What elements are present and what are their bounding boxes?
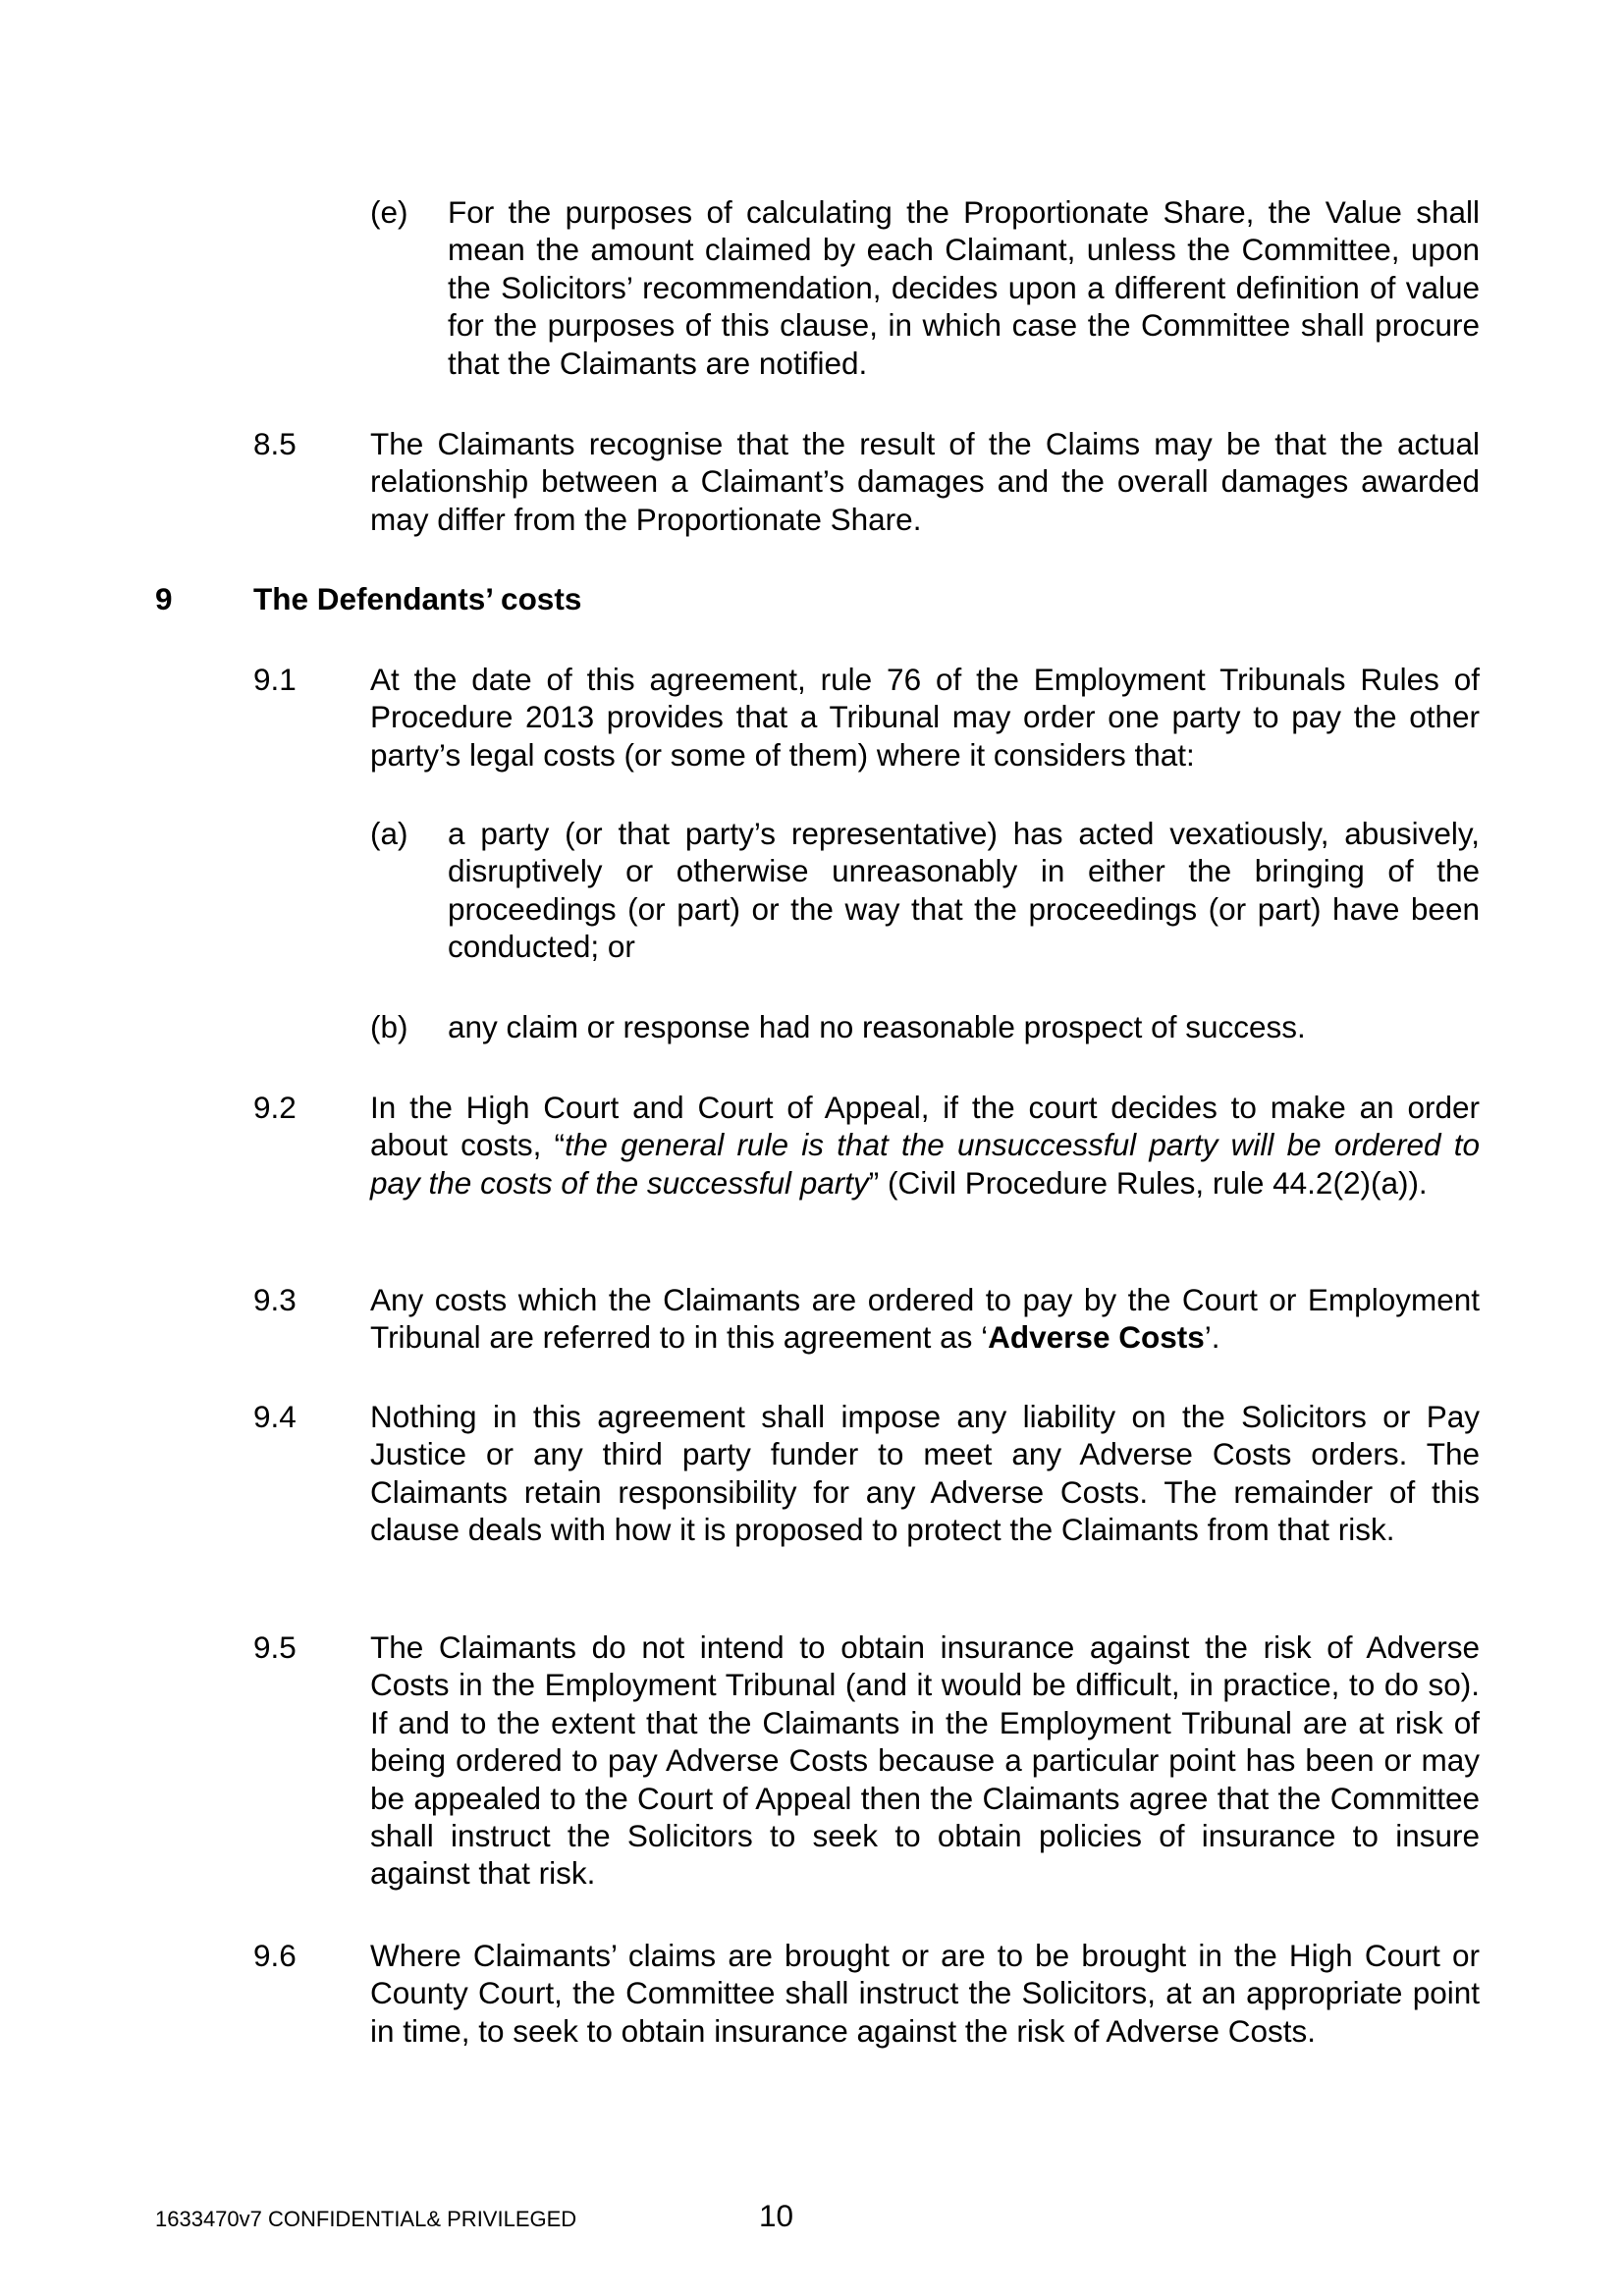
item-label-9-1-b: (b) xyxy=(370,1009,408,1044)
footer-reference: 1633470v7 CONFIDENTIAL& PRIVILEGED xyxy=(155,2207,577,2231)
item-text-9-1-b: any claim or response had no reasonable prospect of success. xyxy=(448,1009,1306,1044)
clause-quote-9-2: the general rule is that the unsuccessful party will be ordered to pay the costs of the successful party xyxy=(370,1127,1480,1201)
section-heading-9: The Defendants’ costs xyxy=(253,581,582,616)
clause-number-9-3: 9.3 xyxy=(253,1282,297,1317)
section-number-9: 9 xyxy=(155,581,173,616)
clause-number-8-5: 8.5 xyxy=(253,426,297,461)
clause-number-9-5: 9.5 xyxy=(253,1629,297,1665)
clause-text-8-5: The Claimants recognise that the result of the Claims may be that the actual relationship between a Claimant’s damages and the overall damages awarded may differ from the Proportionate Share. xyxy=(370,426,1480,537)
clause-number-9-6: 9.6 xyxy=(253,1938,297,1973)
clause-text-9-2-lead: In the High Court and Court of Appeal, if the court decides to make an order about costs, “ xyxy=(370,1090,1480,1163)
clause-text-9-5: The Claimants do not intend to obtain insurance against the risk of Adverse Costs in the Employment Tribunal (and it would be difficult, in practice, to do so). If and to the extent that the Claimants in the Employment Tribunal are at risk of being ordered to pay Adverse Costs because a particular point has been or may be appealed to the Court of Appeal then the Claimants agree that the Committee shall instruct the Solicitors to seek to obtain policies of insurance to insure against that risk. xyxy=(370,1629,1480,1892)
item-label-e: (e) xyxy=(370,194,408,230)
clause-number-9-4: 9.4 xyxy=(253,1399,297,1434)
item-text-e: For the purposes of calculating the Proportionate Share, the Value shall mean the amount claimed by each Claimant, unless the Committee, upon the Solicitors’ recommendation, decides upon a different definition of value for the purposes of this clause, in which case the Committee shall procure that the Claimants are notified. xyxy=(448,194,1480,381)
clause-text-9-1: At the date of this agreement, rule 76 of the Employment Tribunals Rules of Procedure 2013 provides that a Tribunal may order one party to pay the other party’s legal costs (or some of them) where it considers that: xyxy=(370,662,1480,773)
clause-text-9-2 xyxy=(370,1089,1480,1201)
item-label-9-1-a: (a) xyxy=(370,816,408,851)
page-number: 10 xyxy=(759,2198,794,2233)
clause-text-9-2-tail: ” (Civil Procedure Rules, rule 44.2(2)(a)). xyxy=(868,1164,1428,1201)
item-text-9-1-a: a party (or that party’s representative) has acted vexatiously, abusively, disruptively or otherwise unreasonably in either the bringing of the proceedings (or part) or the way that the proceedings (or part) have been conducted; or xyxy=(448,816,1480,965)
clause-text-9-6: Where Claimants’ claims are brought or are to be brought in the High Court or County Court, the Committee shall instruct the Solicitors, at an appropriate point in time, to seek to obtain insurance against the risk of Adverse Costs. xyxy=(370,1938,1480,2049)
clause-text-9-4: Nothing in this agreement shall impose any liability on the Solicitors or Pay Justice or any third party funder to meet any Adverse Costs orders. The Claimants retain responsibility for any Adverse Costs. The remainder of this clause deals with how it is proposed to protect the Claimants from that risk. xyxy=(370,1399,1480,1548)
clause-text-9-3-lead: Any costs which the Claimants are ordered to pay by the Court or Employment Tribunal are referred to in this agreement as ‘ xyxy=(370,1282,1480,1356)
defined-term-adverse-costs: Adverse Costs xyxy=(988,1319,1205,1356)
clause-number-9-1: 9.1 xyxy=(253,662,297,697)
clause-number-9-2: 9.2 xyxy=(253,1090,297,1125)
clause-text-9-3-tail: ’. xyxy=(1204,1319,1220,1356)
clause-text-9-3 xyxy=(370,1281,1480,1357)
